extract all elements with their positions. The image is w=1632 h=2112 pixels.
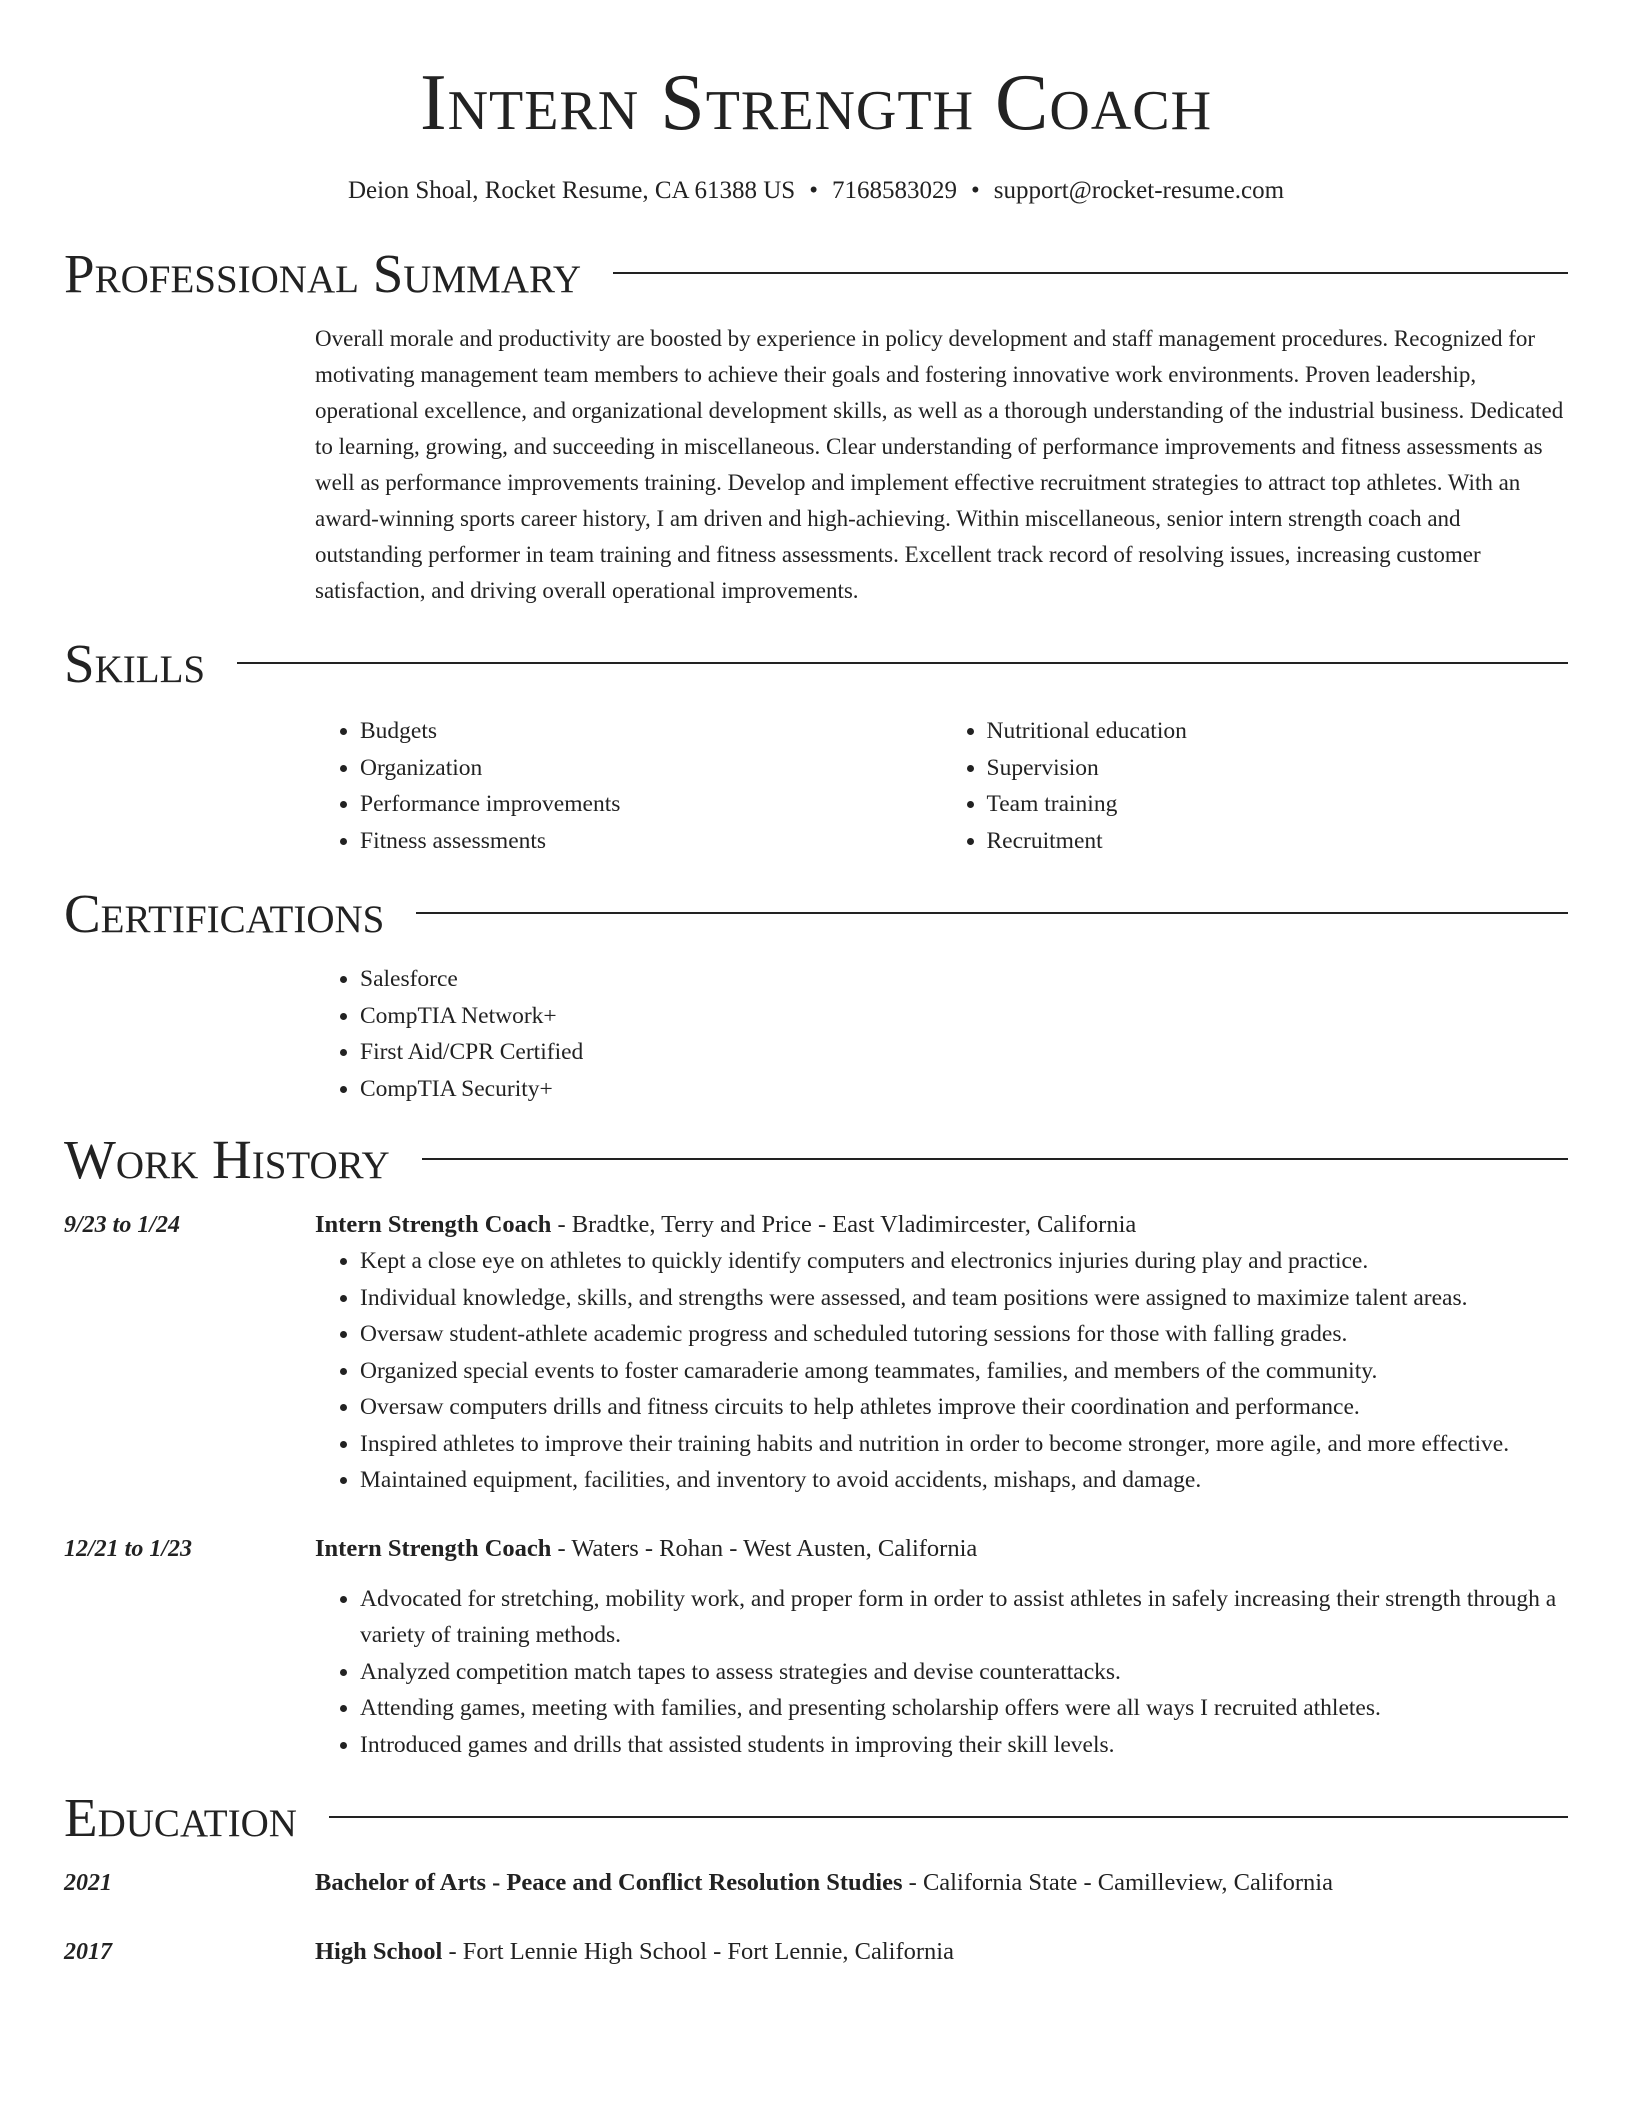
list-item: • Oversaw student-athlete academic progress and scheduled tutoring sessions for those with falling grades. [360,1316,1568,1353]
contact-line [64,176,1568,206]
education-entry [64,1934,1568,1970]
list-item: • CompTIA Network+ [360,998,1568,1035]
section-title: Skills [64,632,206,694]
job-role: Intern Strength Coach [315,1211,552,1238]
list-item: • Individual knowledge, skills, and strengths were assessed, and team positions were assigned to maximize talent areas. [360,1280,1568,1317]
list-item: • Oversaw computers drills and fitness circuits to help athletes improve their coordination and performance. [360,1389,1568,1426]
section-divider [613,272,1568,274]
list-item: • Advocated for stretching, mobility work, and proper form in order to assist athletes in safely increasing their strength through a variety of training methods. [360,1581,1568,1654]
list-item: • Organization [360,750,942,787]
education-details: - Fort Lennie High School - Fort Lennie, California [442,1938,954,1965]
contact-email: support@rocket-resume.com [993,177,1285,204]
resume-title: Intern Strength Coach [419,59,1213,147]
list-item: • Supervision [987,750,1569,787]
section-title: Work History [64,1128,390,1190]
certifications-bullets [315,961,1568,1107]
section-education [64,1787,1568,1970]
education-details: - California State - Camilleview, California [902,1869,1333,1896]
skills-column-left [315,713,942,859]
education-header [315,1865,1568,1901]
job-details: - Waters - Rohan - West Austen, California [551,1534,978,1562]
list-item: • Team training [987,786,1569,823]
list-item: • Kept a close eye on athletes to quickly identify computers and electronics injuries during play and practice. [360,1243,1568,1280]
list-item: • Introduced games and drills that assisted students in improving their skill levels. [360,1727,1568,1764]
education-header [315,1934,1568,1970]
section-header [64,1787,1568,1847]
contact-phone: 7168583029 [831,177,957,204]
section-title: Education [64,1786,297,1848]
list-item: • Analyzed competition match tapes to assess strategies and devise counterattacks. [360,1654,1568,1691]
job-header [315,1531,1568,1567]
section-work-history [64,1129,1568,1763]
section-header [64,243,1568,303]
section-title: Professional Summary [64,242,582,304]
list-item: • Attending games, meeting with families, and presenting scholarship offers were all ways I recruited athletes. [360,1690,1568,1727]
job-bullets [315,1581,1568,1764]
section-header [64,1129,1568,1189]
section-skills [64,633,1568,859]
section-divider [329,1816,1568,1818]
section-certifications [64,883,1568,1107]
section-title: Certifications [64,882,385,944]
contact-separator: • [809,177,818,204]
list-item: • Fitness assessments [360,823,942,860]
skills-list [315,713,1568,859]
education-year: 2021 [64,1870,112,1896]
section-divider [237,662,1568,664]
list-item: • CompTIA Security+ [360,1071,1568,1108]
education-degree: Bachelor of Arts - Peace and Conflict Resolution Studies [315,1869,903,1896]
job-body [315,1531,1568,1764]
list-item: • First Aid/CPR Certified [360,1034,1568,1071]
job-body [315,1207,1568,1499]
list-item: • Maintained equipment, facilities, and inventory to avoid accidents, mishaps, and damage. [360,1462,1568,1499]
section-header [64,633,1568,693]
job-details: - Bradtke, Terry and Price - East Vladimircester, California [551,1211,1137,1238]
education-year: 2017 [64,1939,112,1965]
list-item: • Organized special events to foster camaraderie among teammates, families, and members of the community. [360,1353,1568,1390]
job-entry [64,1531,1568,1764]
list-item: • Inspired athletes to improve their training habits and nutrition in order to become stronger, more agile, and more effective. [360,1426,1568,1463]
summary-text: Overall morale and productivity are boosted by experience in policy development and staff management procedures. Recognized for motivating management team members to achieve their goals and fostering innovative work environments. Proven leadership, operational excellence, and organizational development skills, as well as a thorough understanding of the industrial business. Dedicated to learning, growing, and succeeding in miscellaneous. Clear understanding of performance improvements and fitness assessments as well as performance improvements training. Develop and implement effective recruitment strategies to attract top athletes. With an award-winning sports career history, I am driven and high-achieving. Within miscellaneous, senior intern strength coach and outstanding performer in team training and fitness assessments. Excellent track record of resolving issues, increasing customer satisfaction, and driving overall operational improvements. [315,326,1564,603]
section-summary [64,243,1568,609]
education-degree: High School [315,1938,443,1965]
job-bullets [315,1243,1568,1499]
list-item: • Performance improvements [360,786,942,823]
list-item: • Salesforce [360,961,1568,998]
list-item: • Nutritional education [987,713,1569,750]
job-entry [64,1207,1568,1499]
section-header [64,883,1568,943]
skills-column-right [942,713,1569,859]
section-divider [422,1158,1568,1160]
list-item: • Budgets [360,713,942,750]
job-dates: 12/21 to 1/23 [64,1535,193,1562]
list-item: • Recruitment [987,823,1569,860]
certifications-list [315,961,1568,1107]
job-dates: 9/23 to 1/24 [64,1212,181,1238]
section-divider [416,912,1568,914]
job-header [315,1207,1568,1243]
contact-address: Deion Shoal, Rocket Resume, CA 61388 US [347,177,796,204]
job-role: Intern Strength Coach [315,1534,552,1562]
education-entry [64,1865,1568,1901]
contact-separator: • [970,177,980,204]
